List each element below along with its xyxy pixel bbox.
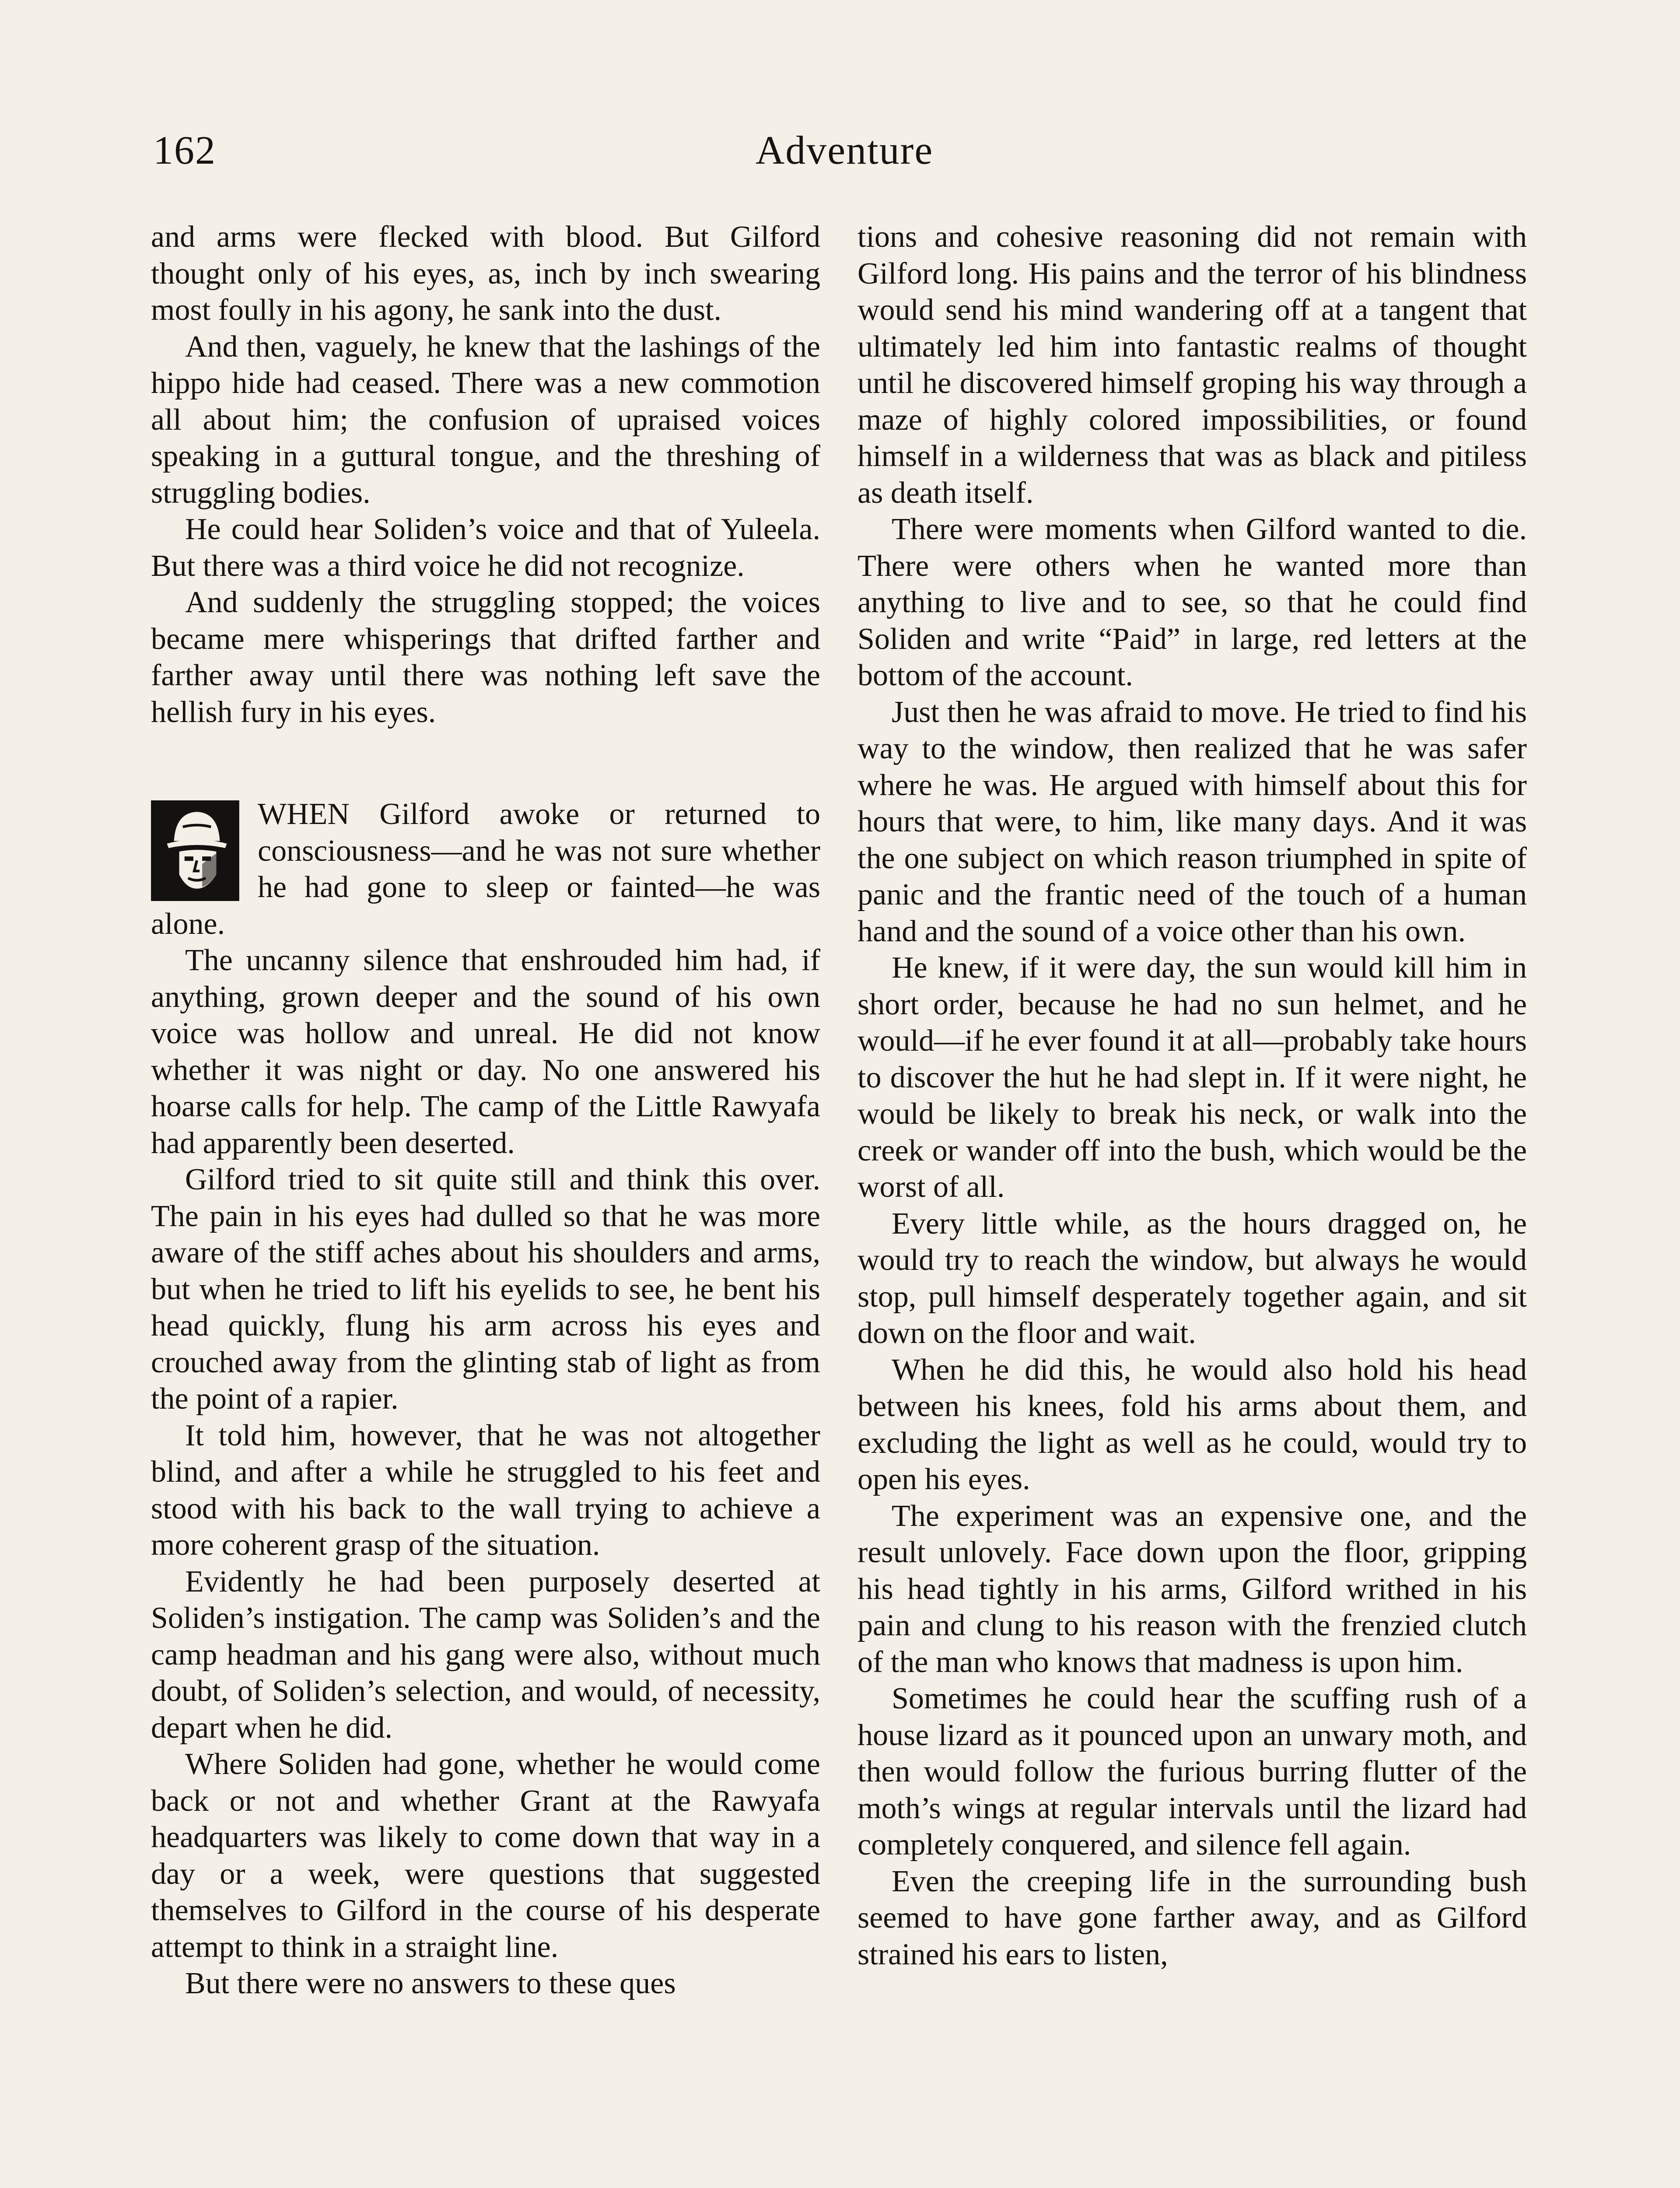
paragraph: The experiment was an expensive one, and the result unlovely. Face down upon the floor, gripping his head tightly in his arms, Gilford writhed in his pain and clung to his reason with the frenzied clutch of the man who knows that madness is upon him. (858, 1499, 1527, 1679)
pith-helmet-portrait-icon (151, 800, 239, 901)
paragraph: The uncanny silence that enshrouded him had, if anything, grown deeper and the sound of his own voice was hollow and unreal. He did not know whether it was night or day. No one answered his hoarse calls for help. The camp of the Little Rawyafa had apparently been deserted. (151, 943, 820, 1160)
paragraph: There were moments when Gilford wanted to die. There were others when he wanted more than anything to live and to see, so that he could find Soliden and write “Paid” in large, red letters at the bottom of the account. (858, 512, 1527, 692)
paragraph: Just then he was afraid to move. He tried to find his way to the window, then realized that he was safer where he was. He argued with himself about this for hours that were, to him, like many days. And it was the one subject on which reason triumphed in spite of panic and the frantic need of the touch of a human hand and the sound of a voice other than his own. (858, 695, 1527, 948)
paragraph: Evidently he had been purposely deserted at Soliden’s instigation. The camp was Soliden’s and the camp headman and his gang were also, without much doubt, of Soliden’s selection, and would, of necessity, depart when he did. (151, 1564, 820, 1745)
paragraph: Even the creeping life in the surrounding bush seemed to have gone farther away, and as Gilford strained his ears to listen, (858, 1864, 1527, 1971)
paragraph: Where Soliden had gone, whether he would come back or not and whether Grant at the Rawyafa headquarters was likely to come down that way in a day or a week, were questions that suggested themselves to Gilford in the course of his desperate attempt to think in a straight line. (151, 1747, 820, 1964)
left-column (151, 219, 820, 2002)
running-head (153, 118, 1536, 184)
paragraph: tions and cohesive reasoning did not remain with Gilford long. His pains and the terror of his blindness would send his mind wandering off at a tangent that ultimately led him into fantastic realms of thought until he discovered himself groping his way through a maze of highly colored impossibilities, or found himself in a wilderness that was as black and pitiless as death itself. (858, 220, 1527, 510)
running-title: Adventure (755, 128, 934, 172)
paragraph: It told him, however, that he was not altogether blind, and after a while he struggled to his feet and stood with his back to the wall trying to achieve a more coherent grasp of the situation. (151, 1418, 820, 1562)
paragraph: Every little while, as the hours dragged on, he would try to reach the window, but always he would stop, pull himself desperately together again, and sit down on the floor and wait. (858, 1206, 1527, 1350)
section-opening (151, 796, 820, 942)
paragraph: He knew, if it were day, the sun would kill him in short order, because he had no sun helmet, and he would—if he ever found it at all—probably take hours to discover the hut he had slept in. If it were night, he would be likely to break his neck, or walk into the creek or wander off into the bush, which would be the worst of all. (858, 951, 1527, 1204)
section-break (151, 730, 820, 796)
paragraph: But there were no answers to these ques (185, 1967, 676, 2000)
page-number: 162 (153, 128, 216, 172)
paragraph: And then, vaguely, he knew that the lashings of the hippo hide had ceased. There was a new commotion all about him; the confusion of upraised voices speaking in a guttural tongue, and the threshing of struggling bodies. (151, 330, 820, 510)
section-opening-paragraph: WHEN Gilford awoke or returned to consciousness—and he was not sure whether he had gone to sleep or fainted—he was alone. (151, 797, 820, 941)
paragraph: Sometimes he could hear the scuffing rush of a house lizard as it pounced upon an unwary moth, and then would follow the furious burring flutter of the moth’s wings at regular intervals until the lizard had completely conquered, and silence fell again. (858, 1682, 1527, 1862)
paragraph: Gilford tried to sit quite still and think this over. The pain in his eyes had dulled so that he was more aware of the stiff aches about his shoulders and arms, but when he tried to lift his eyelids to see, he bent his head quickly, flung his arm across his eyes and crouched away from the glinting stab of light as from the point of a rapier. (151, 1163, 820, 1416)
paragraph: When he did this, he would also hold his head between his knees, fold his arms about them, and excluding the light as well as he could, would try to open his eyes. (858, 1353, 1527, 1496)
paragraph: And suddenly the struggling stopped; the voices became mere whisperings that drifted farther and farther away until there was nothing left save the hellish fury in his eyes. (151, 586, 820, 729)
paragraph: and arms were flecked with blood. But Gilford thought only of his eyes, as, inch by inch swearing most foully in his agony, he sank into the dust. (151, 220, 820, 327)
right-column (858, 219, 1527, 1973)
paragraph: He could hear Soliden’s voice and that of Yuleela. But there was a third voice he did not recognize. (151, 512, 820, 583)
